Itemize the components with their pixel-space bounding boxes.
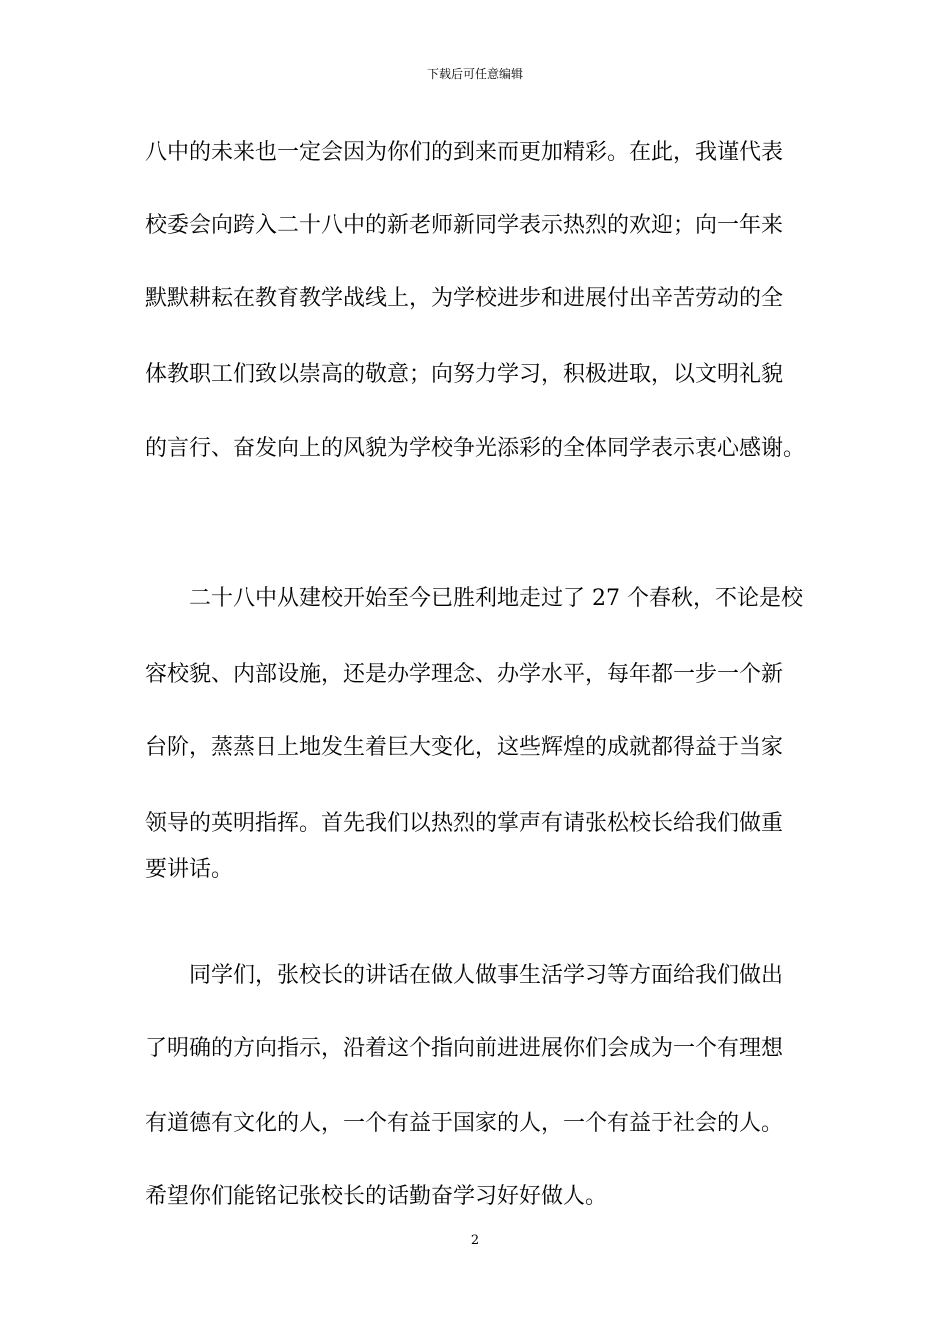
paragraph-2-line-1: 二十八中从建校开始至今已胜利地走过了 27 个春秋，不论是校 xyxy=(189,586,803,611)
paragraph-1-line-1: 八中的未来也一定会因为你们的到来而更加精彩。在此，我谨代表 xyxy=(145,140,784,165)
paragraph-2-line-2: 容校貌、内部设施，还是办学理念、办学水平，每年都一步一个新 xyxy=(145,662,784,687)
page-number: 2 xyxy=(470,1233,480,1248)
paragraph-1-line-4: 体教职工们致以崇高的敬意；向努力学习，积极进取，以文明礼貌 xyxy=(145,362,784,387)
paragraph-3-line-2: 了明确的方向指示，沿着这个指向前进进展你们会成为一个有理想 xyxy=(145,1036,784,1061)
paragraph-3-line-3: 有道德有文化的人，一个有益于国家的人，一个有益于社会的人。 xyxy=(145,1111,784,1136)
paragraph-1-line-5: 的言行、奋发向上的风貌为学校争光添彩的全体同学表示衷心感谢。 xyxy=(145,436,806,461)
paragraph-3-line-4: 希望你们能铭记张校长的话勤奋学习好好做人。 xyxy=(145,1184,608,1209)
paragraph-3-line-1: 同学们，张校长的讲话在做人做事生活学习等方面给我们做出 xyxy=(189,963,784,988)
paragraph-2-line-4: 领导的英明指挥。首先我们以热烈的掌声有请张松校长给我们做重 xyxy=(145,811,784,836)
paragraph-2-line-5: 要讲话。 xyxy=(145,857,234,882)
paragraph-1-line-3: 默默耕耘在教育教学战线上，为学校进步和进展付出辛苦劳动的全 xyxy=(145,286,784,311)
paragraph-1-line-2: 校委会向跨入二十八中的新老师新同学表示热烈的欢迎；向一年来 xyxy=(145,213,784,238)
page-header: 下载后可任意编辑 xyxy=(426,67,523,81)
paragraph-2-line-3: 台阶，蒸蒸日上地发生着巨大变化，这些辉煌的成就都得益于当家 xyxy=(145,735,784,760)
